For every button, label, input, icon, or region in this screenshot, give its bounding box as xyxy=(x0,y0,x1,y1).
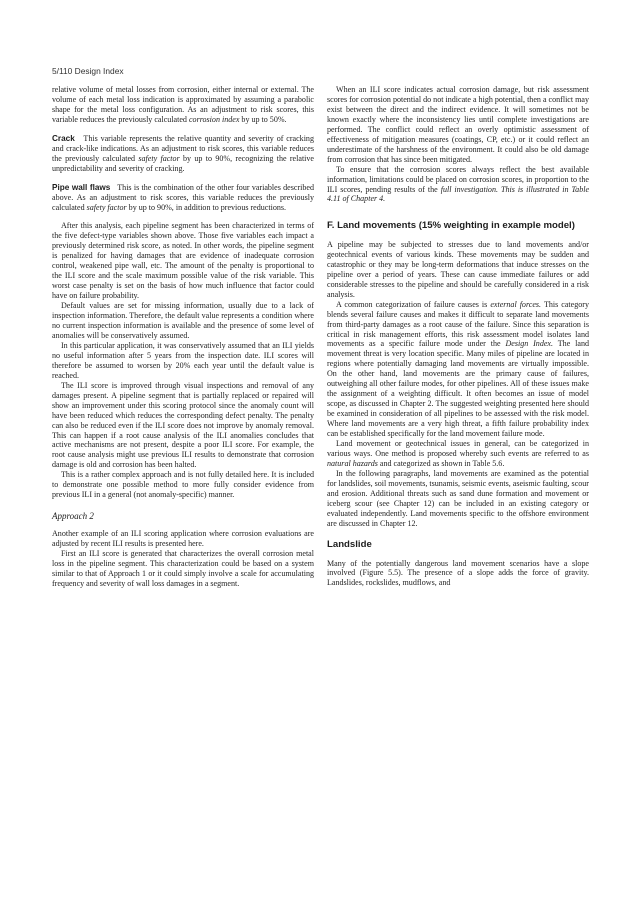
pipe-wall-flaws-term: Pipe wall flaws xyxy=(52,182,111,192)
paragraph-another-example: Another example of an ILI scoring application where corrosion evaluations are adjusted by recent ILI results is presented here. xyxy=(52,529,314,549)
crack-term: Crack xyxy=(52,133,75,143)
paragraph-ili-conflict: When an ILI score indicates actual corrosion damage, but risk assessment scores for corrosion potential do not indicate a high potential, then a conflict may exist between the direct and the indirect evidence. It will sometimes not be known exactly where the inconsistency lies until complete investigations are performed. The conflict could reflect an overly optimistic assessment of effectiveness of mitigation measures (coatings, CP, etc.) or it could reflect an underestimate of the harshness of the environment. It could also be old damage from corrosion that has since been mitigated. xyxy=(327,85,589,164)
landslide-heading: Landslide xyxy=(327,538,372,550)
paragraph-land-categorization: Land movement or geotechnical issues in general, can be categorized in various ways. One method is proposed whereby such events are referred to as natural hazards and categorized as shown in Table 5.6. xyxy=(327,439,589,468)
paragraph-ili-improved: The ILI score is improved through visual inspections and removal of any damages present. A pipeline segment that is partially replaced or repaired will show an improvement under this scoring protocol since the anomaly count will have been reduced which reduces the corresponding defect penalty. The penalty can also be reduced even if the ILI score does not improve by anomaly removal. This can happen if a root cause analysis of the ILI anomalies concludes that active mechanisms are not present, despite a poor ILI score. For example, the root cause analysis might use previous ILI results to demonstrate that corrosion damage is old and corrosion has been halted. xyxy=(52,380,314,470)
paragraph-default-values: Default values are set for missing information, usually due to a lack of inspection information. Therefore, the default value represents a condition where no current inspection information is available and the presence of some level of anomalies will be conservatively assumed. xyxy=(52,301,314,340)
paragraph-metal-loss: relative volume of metal losses from corrosion, either internal or external. The volume of each metal loss indication is approximated by assuming a parabolic shape for the metal loss configuration. As an adjustment to risk scores, this variable reduces the previously calculated corrosion index by up to 50%. xyxy=(52,85,314,124)
running-head: 5/110 Design Index xyxy=(52,66,124,76)
paragraph-following: In the following paragraphs, land movements are examined as the potential for landslides, soil movements, tsunamis, seismic events, aseismic faulting, scour and erosion. Additional threats such as sand dune formation and movement or iceberg scour (see Chapter 12) can be included in an existing category or evaluated independently. Land movements specific to the offshore environment are discussed in Chapter 12. xyxy=(327,468,589,528)
paragraph-common-categorization: A common categorization of failure causes is external forces. This category blends several failure causes and makes it difficult to separate land movements from third-party damages as a root cause of the failure. Since this separation is critical in risk management efforts, this risk assessment model isolates land movements as a specific failure mode under the Design Index. The land movement threat is very location specific. Many miles of pipeline are located in regions where potentially damaging land movements are virtually impossible. On the other hand, land movements are the primary cause of failures, outweighing all other failure modes, for other pipelines. All of these issues make the assignment of a weighting difficult. It often becomes an issue of model scope, as discussed in Chapter 2. The suggested weighting presented here should be examined in consideration of all pipelines to be assessed with the risk model. Where land movements are a very high threat, a fifth failure probability index can be established specifically for the land movement failure mode. xyxy=(327,299,589,439)
paragraph-pipeline-stresses: A pipeline may be subjected to stresses due to land movements and/or geotechnical events of various kinds. These movements may be sudden and catastrophic or they may be long-term deformations that induce stresses on the pipeline over a period of years. These can cause immediate failures or add considerable stresses to the pipeline and should be carefully considered in a risk analysis. xyxy=(327,239,589,299)
approach-2-heading: Approach 2 xyxy=(52,511,94,522)
right-column xyxy=(327,85,589,588)
paragraph-first-ili-score: First an ILI score is generated that characterizes the overall corrosion metal loss in the pipeline segment. This characterization could be based on a system similar to that of Approach 1 or it could simply involve a scale for accumulating frequency and severity of wall loss damages in a segment. xyxy=(52,549,314,588)
paragraph-ensure-scores: To ensure that the corrosion scores always reflect the best available information, limitations could be placed on corrosion scores, in proportion to the ILI scores, pending results of the full investigation. This is illustrated in Table 4.11 of Chapter 4. xyxy=(327,164,590,204)
left-column xyxy=(52,85,314,589)
paragraph-pipe-wall-flaws: Pipe wall flaws This is the combination of the other four variables described above. As an adjustment to risk scores, this variable reduces the previously calculated safety factor by up to 90%, in addition to previous reductions. xyxy=(52,182,314,212)
land-movements-heading: F. Land movements (15% weighting in example model) xyxy=(327,220,575,232)
paragraph-particular-application: In this particular application, it was conservatively assumed that an ILI yields no useful information after 5 years from the inspection date. ILI scores will therefore be assumed to worsen by 20% each year until the default value is reached. xyxy=(52,340,314,380)
paragraph-slope-scenarios: Many of the potentially dangerous land movement scenarios have a slope involved (Figure 5.5). The presence of a slope adds the force of gravity. Landslides, rockslides, mudflows, and xyxy=(327,558,589,588)
paragraph-complex-approach: This is a rather complex approach and is not fully detailed here. It is included to demonstrate one possible method to more fully consider evidence from previous ILI in a general (not anomaly-specific) manner. xyxy=(52,470,314,500)
paragraph-after-analysis: After this analysis, each pipeline segment has been characterized in terms of the five defect-type variables shown above. Those five variables each impact a previously determined risk score, as noted. In other words, the pipeline segment is penalized for having damages that are evidence of inadequate corrosion control, weakened pipe wall, etc. The amount of the penalty is proportional to the ILI score and the scale maximum possible value of the risk variable. This worst case penalty is set on the basis of how much influence that factor could have on failure probability. xyxy=(52,221,314,301)
paragraph-crack: Crack This variable represents the relative quantity and severity of cracking and crack-like indications. As an adjustment to risk scores, this variable reduces the previously calculated safety factor by up to 90%, recognizing the relative unpredictability and severity of cracking. xyxy=(52,133,315,173)
